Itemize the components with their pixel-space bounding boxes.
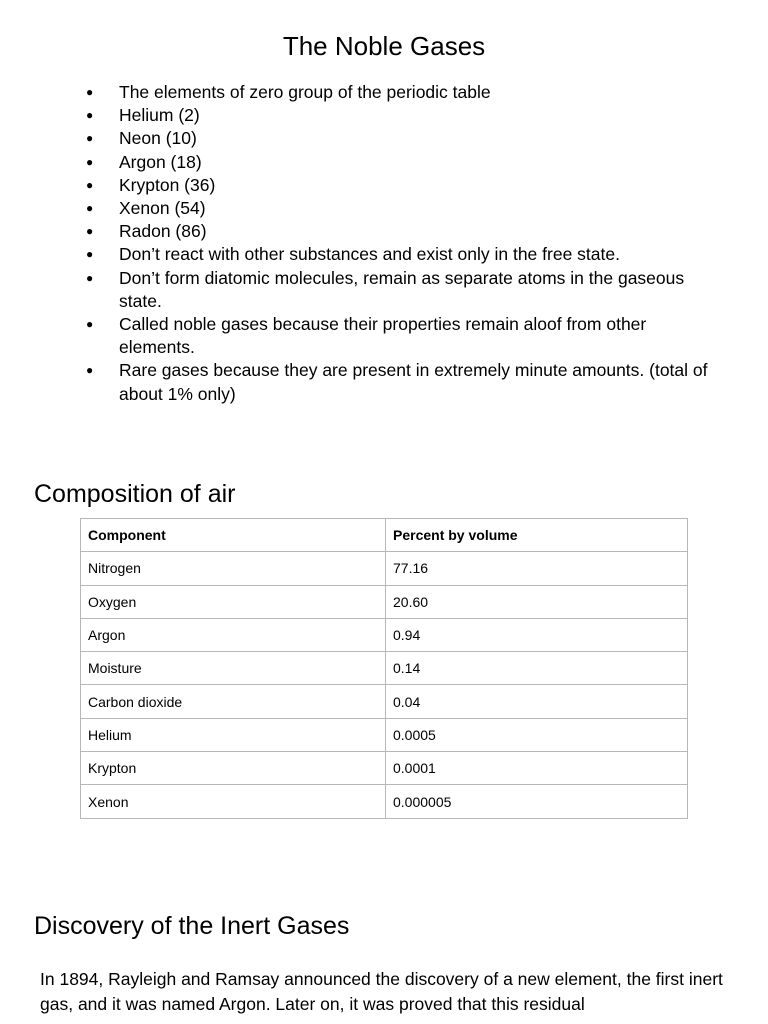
column-header-percent: Percent by volume <box>386 519 688 552</box>
list-item-text: Called noble gases because their properties remain aloof from other elements. <box>119 314 647 358</box>
bullet-icon: ● <box>86 270 94 285</box>
list-item <box>86 174 726 197</box>
list-item-text: Helium (2) <box>119 105 200 126</box>
table-cell-component: Oxygen <box>81 585 386 618</box>
bullet-icon: ● <box>86 247 94 262</box>
list-item <box>86 359 726 405</box>
bullet-icon: ● <box>86 317 94 332</box>
list-item <box>86 127 726 150</box>
table-cell-component: Nitrogen <box>81 552 386 585</box>
list-item <box>86 81 726 104</box>
bullet-icon: ● <box>86 201 94 216</box>
table-cell-component: Argon <box>81 618 386 651</box>
noble-gases-bullet-list <box>86 81 726 406</box>
page-title: The Noble Gases <box>282 31 486 61</box>
list-item-text: Radon (86) <box>119 221 207 242</box>
table-cell-component: Xenon <box>81 785 386 818</box>
table-cell-component: Moisture <box>81 652 386 685</box>
table-header-row <box>81 519 688 552</box>
composition-table <box>80 518 688 819</box>
table-row <box>81 618 688 651</box>
table-cell-component: Carbon dioxide <box>81 685 386 718</box>
table-cell-percent: 20.60 <box>386 585 688 618</box>
list-item <box>86 267 726 313</box>
bullet-icon: ● <box>86 363 94 378</box>
table-row <box>81 718 688 751</box>
bullet-icon: ● <box>86 108 94 123</box>
list-item-text: Don’t react with other substances and exist only in the free state. <box>119 244 620 265</box>
composition-heading: Composition of air <box>34 480 236 508</box>
column-header-component: Component <box>81 519 386 552</box>
list-item-text: Argon (18) <box>119 151 202 172</box>
table-cell-percent: 0.94 <box>386 618 688 651</box>
list-item <box>86 313 726 359</box>
table-cell-percent: 77.16 <box>386 552 688 585</box>
list-item <box>86 151 726 174</box>
table-row <box>81 585 688 618</box>
list-item <box>86 220 726 243</box>
list-item <box>86 104 726 127</box>
list-item-text: Krypton (36) <box>119 174 216 195</box>
bullet-icon: ● <box>86 85 94 99</box>
list-item-text: Neon (10) <box>119 128 197 149</box>
bullet-icon: ● <box>86 224 94 239</box>
discovery-paragraph: In 1894, Rayleigh and Ramsay announced the discovery of a new element, the first inert gas, and it was named Argon. Later on, it was proved that this residual <box>40 969 723 1014</box>
bullet-icon: ● <box>86 177 94 192</box>
discovery-heading: Discovery of the Inert Gases <box>34 912 350 940</box>
list-item-text: Don’t form diatomic molecules, remain as separate atoms in the gaseous state. <box>119 267 685 311</box>
bullet-icon: ● <box>86 131 94 146</box>
table-cell-percent: 0.04 <box>386 685 688 718</box>
table-cell-percent: 0.000005 <box>386 785 688 818</box>
table-row <box>81 652 688 685</box>
list-item-text: Rare gases because they are present in extremely minute amounts. (total of about 1% only) <box>119 360 708 404</box>
table-row <box>81 752 688 785</box>
table-row <box>81 785 688 818</box>
table-cell-component: Krypton <box>81 752 386 785</box>
table-cell-percent: 0.0005 <box>386 718 688 751</box>
bullet-icon: ● <box>86 154 94 169</box>
list-item-text: The elements of zero group of the periodic table <box>119 82 491 102</box>
list-item <box>86 197 726 220</box>
table-row <box>81 685 688 718</box>
table-cell-percent: 0.0001 <box>386 752 688 785</box>
table-cell-percent: 0.14 <box>386 652 688 685</box>
list-item <box>86 243 726 266</box>
table-cell-component: Helium <box>81 718 386 751</box>
list-item-text: Xenon (54) <box>119 198 206 219</box>
table-row <box>81 552 688 585</box>
